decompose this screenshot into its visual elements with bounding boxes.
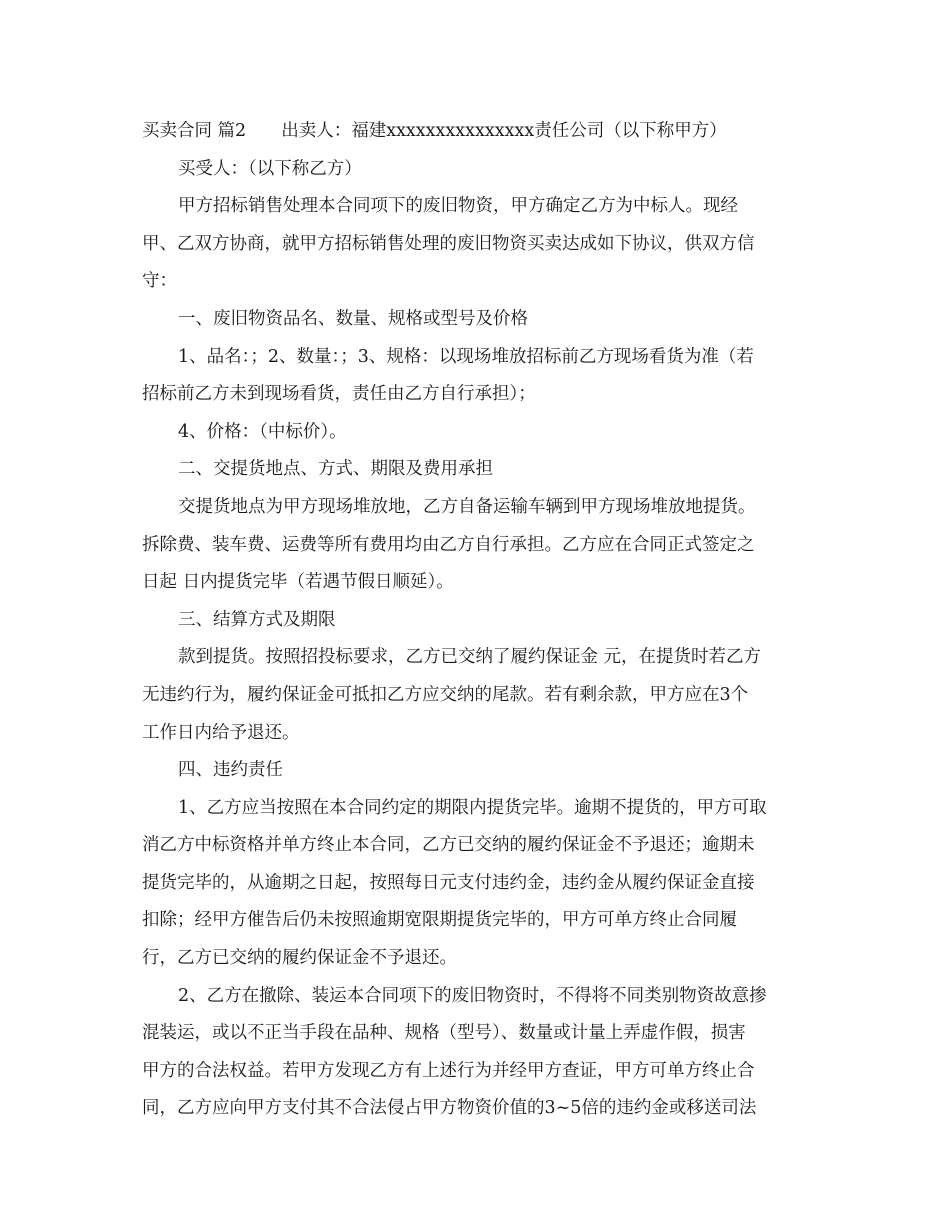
text-line: 拆除费、装车费、运费等所有费用均由乙方自行承担。乙方应在合同正式签定之 bbox=[142, 534, 755, 555]
section-heading-4: 四、违约责任 bbox=[178, 760, 283, 781]
document-body bbox=[142, 116, 807, 1131]
text-line: 4、价格：（中标价）。 bbox=[178, 421, 347, 442]
text-line: 甲方的合法权益。若甲方发现乙方有上述行为并经甲方查证，甲方可单方终止合 bbox=[142, 1060, 755, 1081]
text-line: 甲、乙双方协商，就甲方招标销售处理的废旧物资买卖达成如下协议，供双方信 bbox=[142, 233, 755, 254]
text-line: 无违约行为，履约保证金可抵扣乙方应交纳的尾款。若有剩余款，甲方应在3个 bbox=[142, 684, 749, 705]
contract-heading-line: 买卖合同 篇2 出卖人：福建xxxxxxxxxxxxxxx责任公司（以下称甲方） bbox=[142, 121, 727, 141]
text-line: 甲方招标销售处理本合同项下的废旧物资，甲方确定乙方为中标人。现经 bbox=[178, 196, 738, 217]
text-line: 1、乙方应当按照在本合同约定的期限内提货完毕。逾期不提货的，甲方可取 bbox=[178, 797, 767, 818]
section-heading-2: 二、交提货地点、方式、期限及费用承担 bbox=[178, 459, 493, 480]
text-line: 混装运，或以不正当手段在品种、规格（型号）、数量或计量上弄虚作假，损害 bbox=[142, 1023, 746, 1044]
text-line: 工作日内给予退还。 bbox=[142, 722, 300, 743]
text-line: 款到提货。按照招投标要求，乙方已交纳了履约保证金 元，在提货时若乙方 bbox=[178, 647, 762, 668]
section-heading-1: 一、废旧物资品名、数量、规格或型号及价格 bbox=[178, 308, 528, 329]
text-line: 行，乙方已交纳的履约保证金不予退还。 bbox=[142, 948, 457, 969]
buyer-line: 买受人：（以下称乙方） bbox=[178, 158, 362, 179]
text-line: 日起 日内提货完毕（若遇节假日顺延）。 bbox=[142, 572, 454, 593]
text-line: 1、品名：；2、数量：；3、规格：以现场堆放招标前乙方现场看货为准（若 bbox=[178, 346, 754, 367]
text-line: 同，乙方应向甲方支付其不合法侵占甲方物资价值的3~5倍的违约金或移送司法 bbox=[142, 1098, 757, 1119]
text-line: 守： bbox=[142, 271, 177, 292]
text-line: 2、乙方在撤除、装运本合同项下的废旧物资时，不得将不同类别物资故意掺 bbox=[178, 985, 767, 1006]
text-line: 交提货地点为甲方现场堆放地，乙方自备运输车辆到甲方现场堆放地提货。 bbox=[178, 496, 756, 517]
text-line: 扣除；经甲方催告后仍未按照逾期宽限期提货完毕的，甲方可单方终止合同履 bbox=[142, 910, 737, 931]
text-line: 消乙方中标资格并单方终止本合同，乙方已交纳的履约保证金不予退还；逾期未 bbox=[142, 835, 755, 856]
section-heading-3: 三、结算方式及期限 bbox=[178, 609, 336, 630]
text-line: 招标前乙方未到现场看货，责任由乙方自行承担）； bbox=[142, 384, 536, 405]
text-line: 提货完毕的，从逾期之日起，按照每日元支付违约金，违约金从履约保证金直接 bbox=[142, 872, 755, 893]
